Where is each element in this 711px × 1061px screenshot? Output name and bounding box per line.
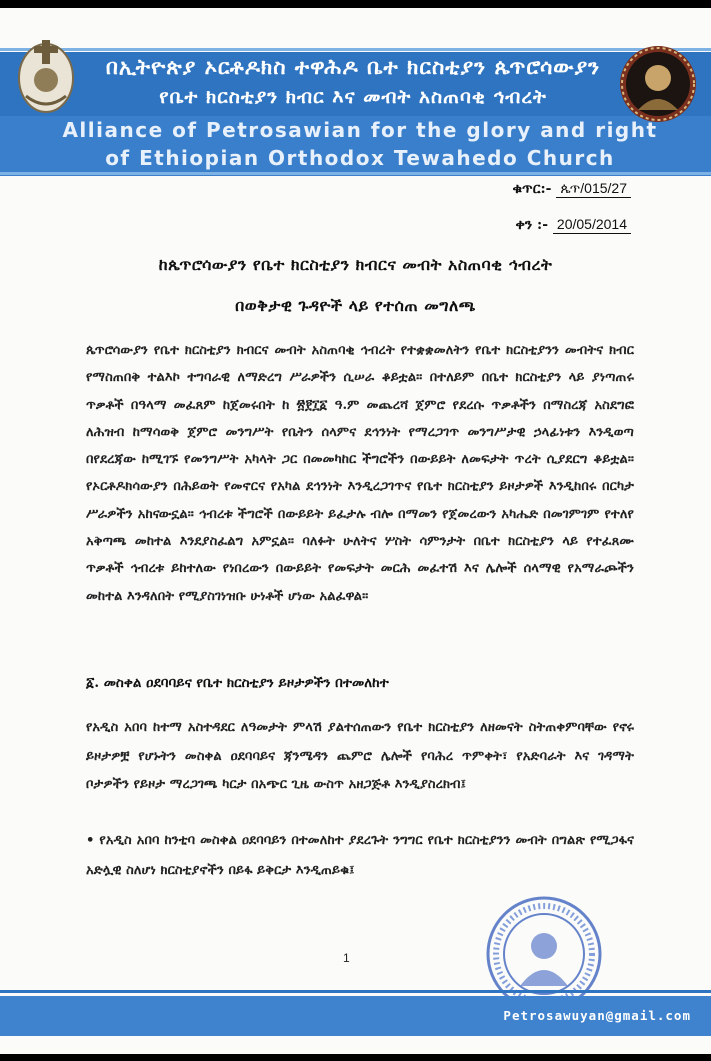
body-paragraph-2: የአዲስ አበባ ከተማ አስተዳደር ለዓመታት ምላሽ ያልተሰጠውን የቤተ ክርስቲያን ለዘመናት ስትጠቀምባቸው የኖሩ ይዞታዎቿ የሆኑትን መስቀል ዐደባባይና ጃንሜዳን ጨምሮ ሌሎች የባሕረ ጥምቀት፣ የአድባራት እና ገዳማት ቦታዎችን የይዞታ ማረጋገጫ ካርታ በአጭር ጊዜ ውስጥ አዘጋጅቶ እንዲያስረክብ፤ [86,720,634,792]
amharic-org-subtitle: የቤተ ክርስቲያን ክብር እና መብት አስጠባቂ ኅብረት [159,86,547,108]
page-number: 1 [343,951,350,965]
bullet-marker: • [86,833,95,848]
reference-date [515,216,631,233]
bullet-text: የአዲስ አበባ ከንቲባ መስቀል ዐደባባይን በተመለከተ ያደረጉት ንግግር የቤተ ክርስቲያንን መብት በግልጽ የሚጋፋና አድሏዊ ስለሆነ ክርስቲያኖችን በይፋ ይቅርታ እንዲጠይቁ፤ [86,833,635,878]
section-heading: ፩. መስቀል ዐደባባይና የቤተ ክርስቲያን ይዞታዎችን በተመለከተ [86,675,389,691]
cross-seal-logo-icon [16,34,76,114]
reference-number-value: ጴጥ/015/27 [556,180,631,198]
bullet-item [86,826,634,886]
amharic-org-name: በኢትዮጵያ ኦርቶዶክስ ተዋሕዶ ቤተ ክርስቲያን ጴጥሮሳውያን [105,54,601,79]
document-title: ከጴጥሮሳውያን የቤተ ክርስቲያን ክብርና መብት አስጠባቂ ኅብረት [158,255,553,274]
letterhead [0,20,711,170]
saint-portrait-logo-icon [618,44,698,124]
reference-number-label: ቁጥር:- [512,181,552,197]
body-paragraph-1: ጴጥሮሳውያን የቤተ ክርስቲያን ክብርና መብት አስጠባቂ ኅብረት የተቋቋመለትን የቤተ ክርስቲያንን መብትና ክብር የማስጠበቅ ተልእኮ ተግባራዊ ለማድረግ ሥራዎችን ሲሠራ ቆይቷል። በተለይም በቤተ ክርስቲያን ላይ ያነጣጠሩ ጥቃቶች በዓላማ መፈጸም ከጀመሩበት ከ ፳፻፲፩ ዓ.ም መጨረሻ ጀምሮ የደረሱ ጥቃቶችን በማስረጃ አስደግፎ ለሕዝብ ከማሳወቅ ጀምሮ መንግሥት የቤትን ሰላምና ደኅንነት የማረጋገጥ መንግሥታዊ ኃላፊነቱን እንዲወጣ በየደረጃው ከሚገኙ የመንግሥት አካላት ጋር በመመካከር ችግሮችን በውይይት ለመፍታት ጥረት ሲያደርግ ቆይቷል። የኦርቶዶክሳውያን በሕይወት የመኖርና የአካል ደኅንነት እንዲረጋገጥና የቤተ ክርስቲያን ይዞታዎች እንዲከበሩ በርካታ ሥራዎችን አከናውኗል። ኅብረቱ ችግሮች በውይይት ይፈታሉ ብሎ በማመን የጀመረውን አካሔድ በመገምገም የተለየ አቅጣጫ መከተል እንደያስፈልግ አምኗል። ባለፉት ሁለትና ሦስት ሳምንታት በቤተ ክርስቲያን ላይ የተፈጸሙ ጥቃቶች ኅብረቱ ይከተለው የነበረውን በውይይት የመፍታት መርሕ መፈተሽ እና ሌሎች ሰላማዊ የአማራጮችን መከተል እንዳለበት የሚያስገነዝቡ ሁነቶች ሆነው አልፈዋል። [86,343,634,604]
reference-date-label: ቀን :- [515,217,549,233]
contact-email[interactable]: Petrosawuyan@gmail.com [503,1008,691,1023]
reference-date-value: 20/05/2014 [553,216,631,234]
letter-page [0,8,711,1054]
english-org-name-line1: Alliance of Petrosawian for the glory and right [62,118,658,142]
reference-number [513,180,631,197]
document-subtitle: በወቅታዊ ጉዳዮች ላይ የተሰጠ መግለጫ [235,296,476,315]
english-org-name-line2: of Ethiopian Orthodox Tewahedo Church [105,146,615,170]
header-bottom-stripe [0,172,711,175]
footer-stripe [0,990,711,993]
header-top-stripe [0,48,711,51]
